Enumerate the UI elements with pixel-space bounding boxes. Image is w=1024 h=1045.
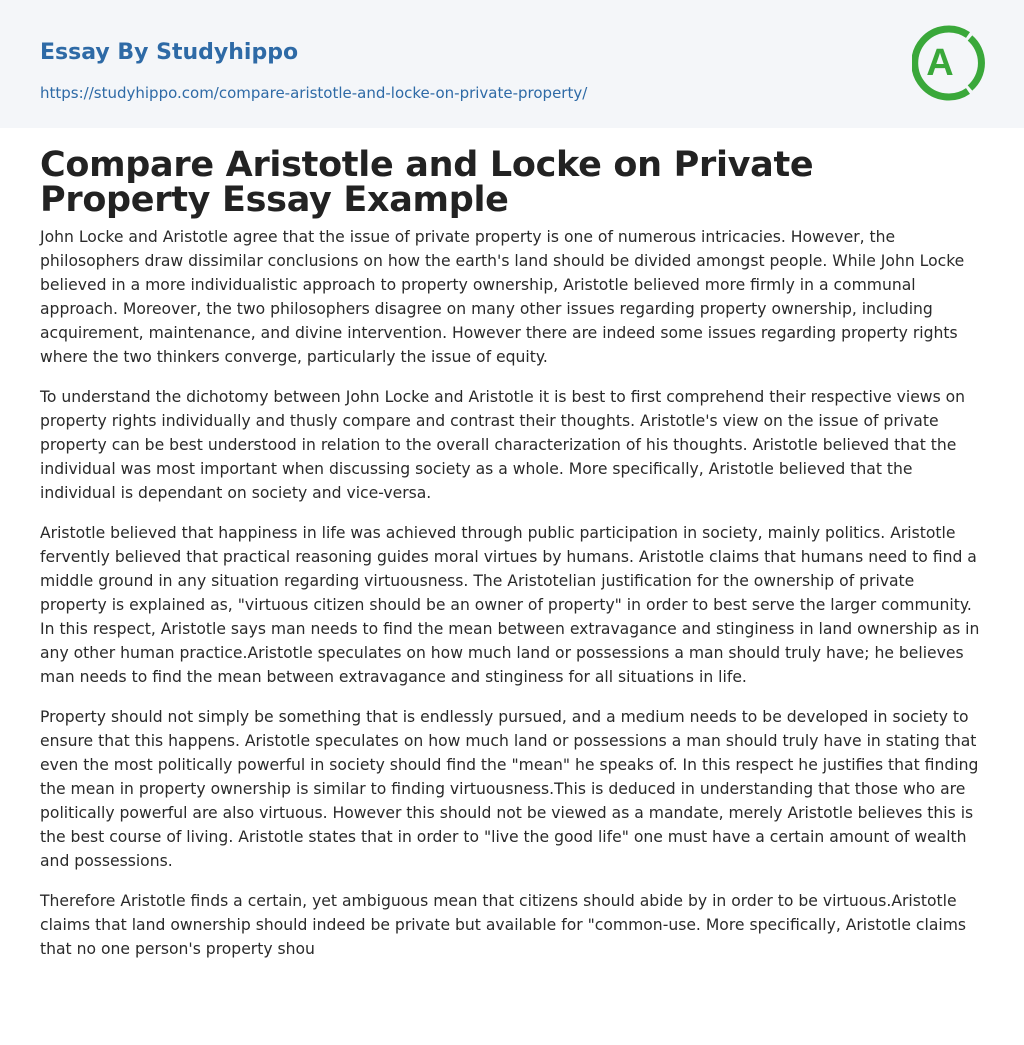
paragraph-1: John Locke and Aristotle agree that the issue of private property is one of numerous intricacies. However, the philosophers draw dissimilar conclusions on how the earth's land should be divided amongst people. While John Locke believed in a more individualistic approach to property ownership, Aristotle believed more firmly in a communal approach. Moreover, the two philosophers disagree on many other issues regarding property ownership, including acquirement, maintenance, and divine intervention. However there are indeed some issues regarding property rights where the two thinkers converge, particularly the issue of equity. <box>40 228 965 366</box>
site-brand[interactable]: Essay By Studyhippo <box>40 40 299 65</box>
paragraph-2: To understand the dichotomy between John Locke and Aristotle it is best to first comprehend their respective views on property rights individually and thusly compare and contrast their thoughts. Aristotle's view on the issue of private property can be best understood in relation to the overall characterization of his thoughts. Aristotle believed that the individual was most important when discussing society as a whole. More specifically, Aristotle believed that the individual is dependant on society and vice-versa. <box>40 388 966 502</box>
paragraph-3: Aristotle believed that happiness in life was achieved through public participation in society, mainly politics. Aristotle fervently believed that practical reasoning guides moral virtues by humans. Aristotle claims that humans need to find a middle ground in any situation regarding virtuousness. The Aristotelian justification for the ownership of private property is explained as, "virtuous citizen should be an owner of property" in order to best serve the larger community. In this respect, Aristotle says man needs to find the mean between extravagance and stinginess in land ownership as in any other human practice.Aristotle speculates on how much land or possessions a man should truly have; he believes man needs to find the mean between extravagance and stinginess for all situations in life. <box>40 524 980 686</box>
studyhippo-logo-icon[interactable] <box>912 20 986 106</box>
paragraph-4: Property should not simply be something that is endlessly pursued, and a medium needs to be developed in society to ensure that this happens. Aristotle speculates on how much land or possessions a man should truly have in stating that even the most politically powerful in society should find the "mean" he speaks of. In this respect he justifies that finding the mean in property ownership is similar to finding virtuousness.This is deduced in understanding that those who are politically powerful are also virtuous. However this should not be viewed as a mandate, merely Aristotle believes this is the best course of living. Aristotle states that in order to "live the good life" one must have a certain amount of wealth and possessions. <box>40 708 979 870</box>
site-header <box>0 0 1024 128</box>
paragraph-5: Therefore Aristotle finds a certain, yet ambiguous mean that citizens should abide by in order to be virtuous.Aristotle claims that land ownership should indeed be private but available for "common-use. More specifically, Aristotle claims that no one person's property shou <box>40 892 967 958</box>
page-url-link[interactable]: https://studyhippo.com/compare-aristotle-and-locke-on-private-property/ <box>40 84 588 102</box>
page-title: Compare Aristotle and Locke on Private Property Essay Example <box>40 145 814 220</box>
svg-text:A: A <box>926 42 954 84</box>
article <box>0 128 1024 961</box>
